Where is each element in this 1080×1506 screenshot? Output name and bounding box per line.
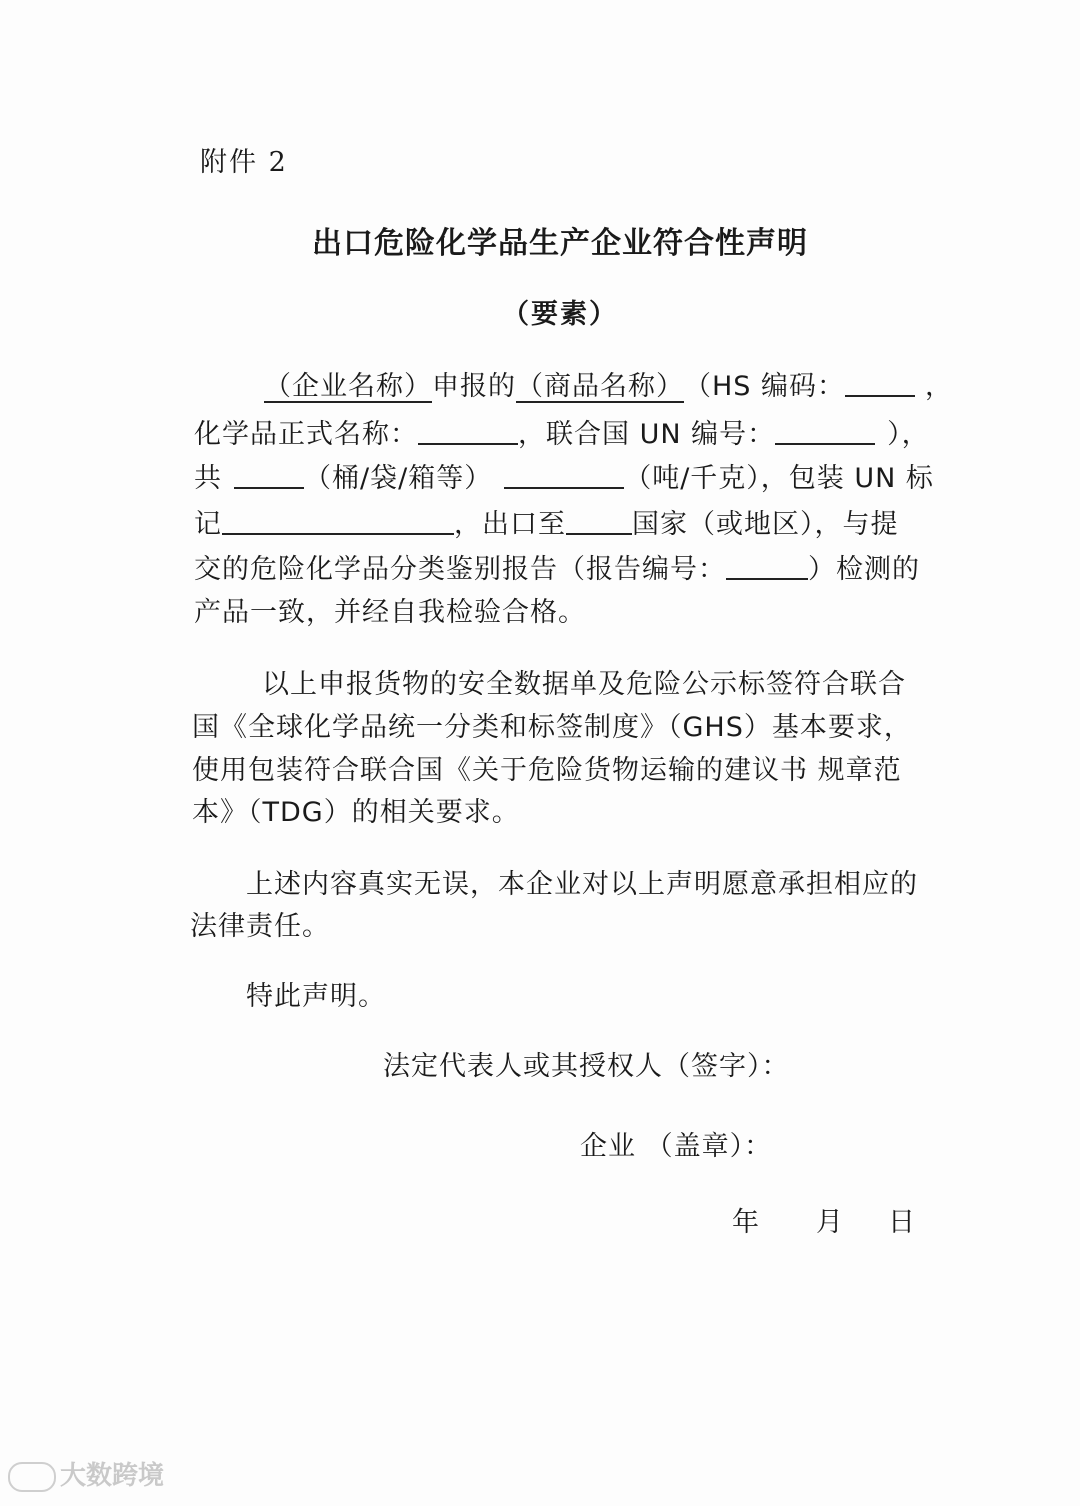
para2-line3: 使用包装符合联合国《关于危险货物运输的建议书 规章范 [192,755,902,786]
para1-line5 [194,547,920,586]
para1-line6: 产品一致，并经自我检验合格。 [194,597,586,628]
report-number-blank [726,556,808,580]
text-fragment: 国家（或地区），与提 [632,509,899,540]
chemical-name-blank [418,421,518,445]
legal-rep-signature-label: 法定代表人或其授权人（签字）： [383,1051,790,1082]
text-fragment: ）， [887,419,930,450]
text-fragment: 交的危险化学品分类鉴别报告（报告编号： [194,554,726,585]
text-fragment: （吨/千克），包装 UN 标 [624,463,934,494]
un-number-blank [775,421,875,445]
para1-line1 [264,364,953,403]
date-line [732,1200,916,1239]
watermark-logo-icon [8,1462,56,1492]
para2-line4: 本》（TDG）的相关要求。 [192,797,520,828]
text-fragment: 申报的 [432,371,516,402]
para2-line1: 以上申报货物的安全数据单及危险公示标签符合联合 [262,669,906,700]
company-seal-label: 企业 （盖章）： [580,1131,773,1162]
destination-blank [566,511,632,535]
para1-line3 [194,456,934,495]
text-fragment: ，出口至 [454,509,566,540]
text-fragment: 共 [194,463,222,494]
para1-line2 [194,412,930,451]
para1-line4 [194,502,899,541]
quantity-blank [234,465,304,489]
day-label: 日 [888,1207,916,1238]
company-name-field: （企业名称） [264,371,432,402]
text-fragment: ，联合国 UN 编号： [518,419,776,450]
text-fragment: ， [925,371,954,402]
text-fragment: 记 [194,509,222,540]
declaration-closing: 特此声明。 [246,981,386,1012]
un-mark-blank [222,511,454,535]
product-name-field: （商品名称） [516,371,684,402]
watermark [8,1455,164,1492]
document-subtitle: （要素） [502,299,618,330]
text-fragment: （桶/袋/箱等） [304,463,493,494]
weight-blank [504,465,624,489]
text-fragment: 化学品正式名称： [194,419,418,450]
para2-line2: 国《全球化学品统一分类和标签制度》（GHS）基本要求， [192,712,912,743]
watermark-text: 大数跨境 [60,1461,165,1491]
para3-line2: 法律责任。 [190,911,330,942]
text-fragment: ）检测的 [808,554,920,585]
document-title: 出口危险化学品生产企业符合性声明 [312,226,808,261]
text-fragment: （HS 编码： [684,371,846,402]
attachment-label: 附件 2 [200,147,288,178]
month-label: 月 [816,1207,844,1238]
hs-code-blank [845,373,915,397]
para3-line1: 上述内容真实无误，本企业对以上声明愿意承担相应的 [246,869,918,900]
year-label: 年 [732,1207,760,1238]
